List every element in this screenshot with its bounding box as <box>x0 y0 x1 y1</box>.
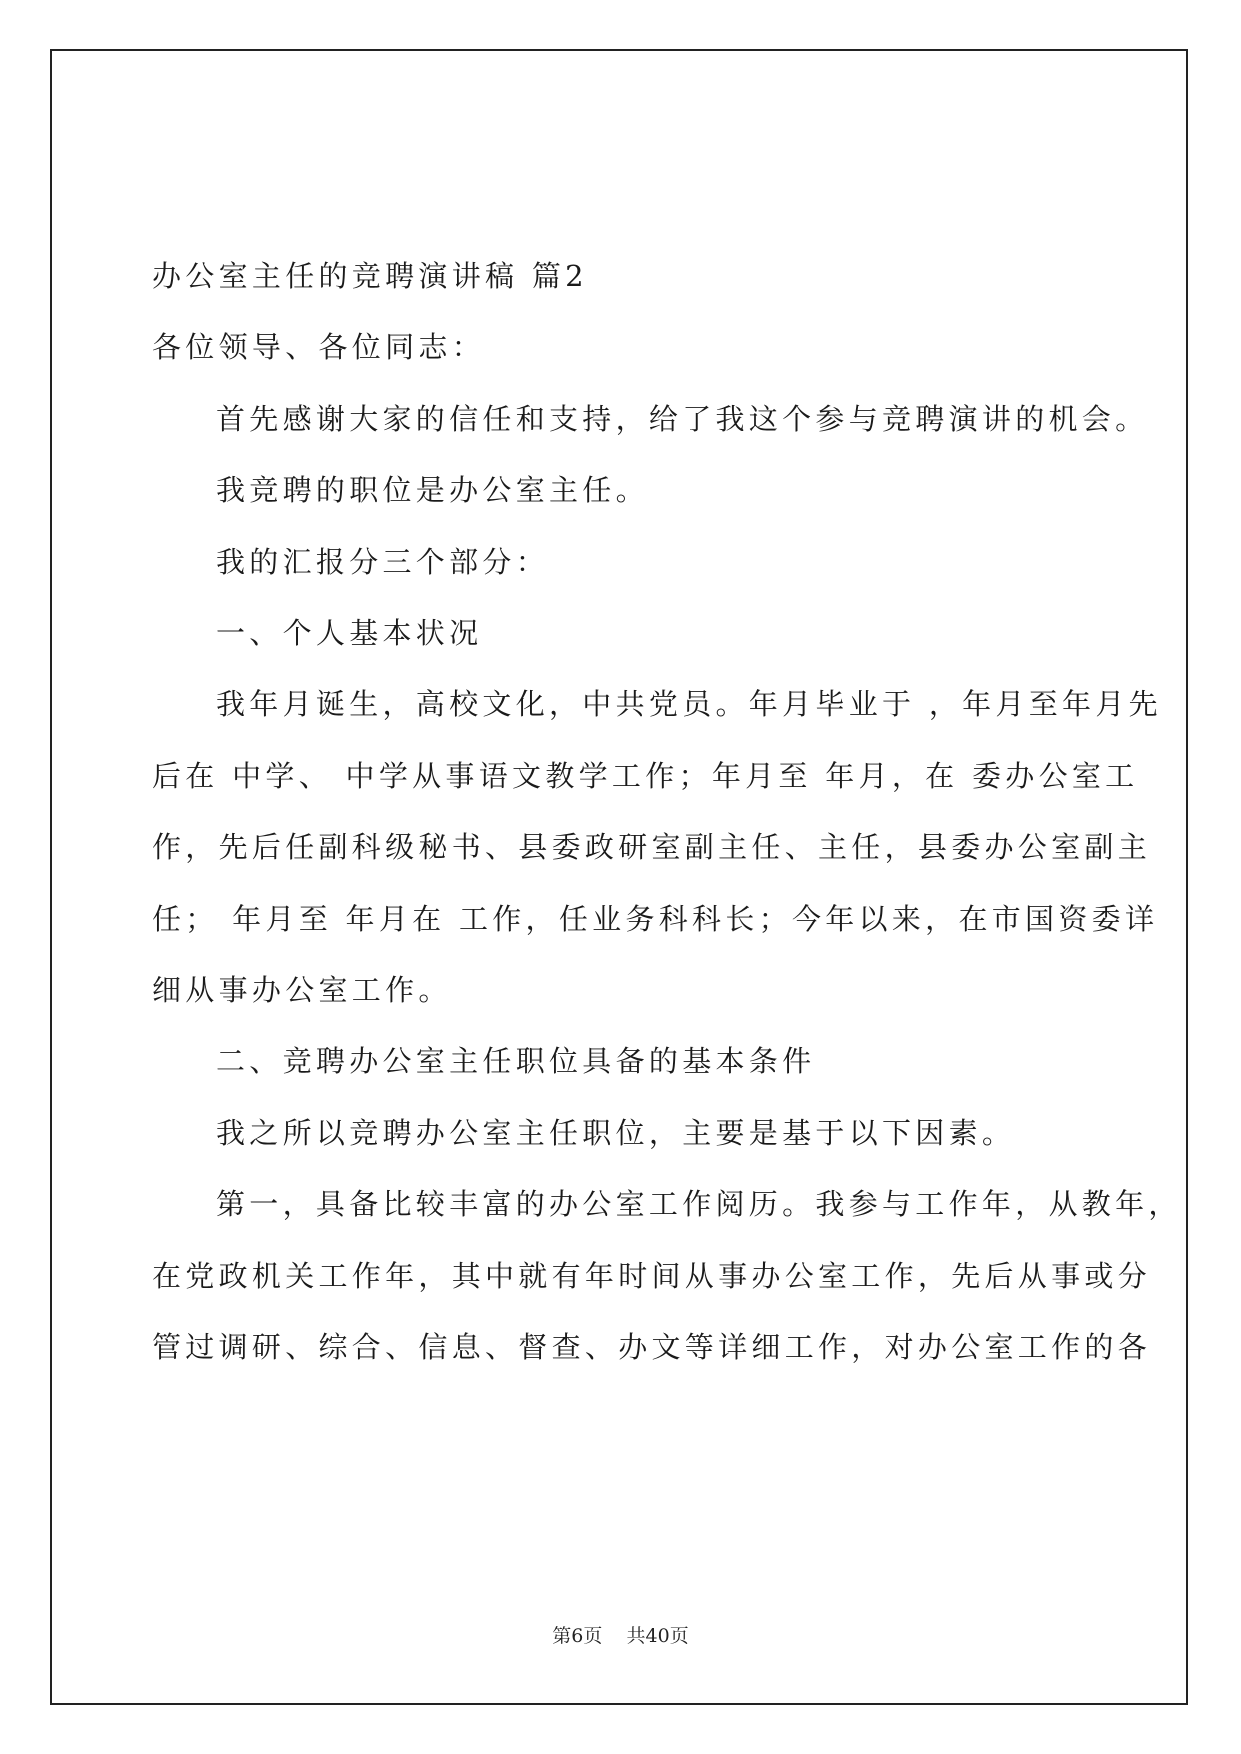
paragraph-line: 我的汇报分三个部分： <box>216 545 550 579</box>
page-footer <box>0 1621 1241 1648</box>
paragraph-line: 我竞聘的职位是办公室主任。 <box>216 473 649 507</box>
salutation: 各位领导、各位同志： <box>152 330 486 364</box>
paragraph-line: 任； 年月至 年月在 工作，任业务科科长；今年以来，在市国资委详 <box>152 902 1159 936</box>
section-heading: 一、个人基本状况 <box>216 616 483 650</box>
document-title: 办公室主任的竞聘演讲稿 篇2 <box>152 259 588 293</box>
paragraph-line: 作，先后任副科级秘书、县委政研室副主任、主任，县委办公室副主 <box>152 830 1152 864</box>
paragraph-line: 后在 中学、 中学从事语文教学工作；年月至 年月，在 委办公室工 <box>152 759 1139 793</box>
section-heading: 二、竞聘办公室主任职位具备的基本条件 <box>216 1044 816 1078</box>
page-border <box>50 49 1188 1705</box>
paragraph-line: 管过调研、综合、信息、督查、办文等详细工作，对办公室工作的各 <box>152 1330 1152 1364</box>
paragraph-line: 细从事办公室工作。 <box>152 973 452 1007</box>
paragraph-line: 在党政机关工作年，其中就有年时间从事办公室工作，先后从事或分 <box>152 1259 1152 1293</box>
paragraph-line: 我年月诞生，高校文化，中共党员。年月毕业于 ，年月至年月先 <box>216 687 1162 721</box>
paragraph-line: 我之所以竞聘办公室主任职位，主要是基于以下因素。 <box>216 1116 1016 1150</box>
page-number: 第6页 共40页 <box>552 1625 689 1647</box>
paragraph-line: 首先感谢大家的信任和支持，给了我这个参与竞聘演讲的机会。 <box>216 402 1149 436</box>
paragraph-line: 第一，具备比较丰富的办公室工作阅历。我参与工作年，从教年， <box>216 1187 1182 1221</box>
